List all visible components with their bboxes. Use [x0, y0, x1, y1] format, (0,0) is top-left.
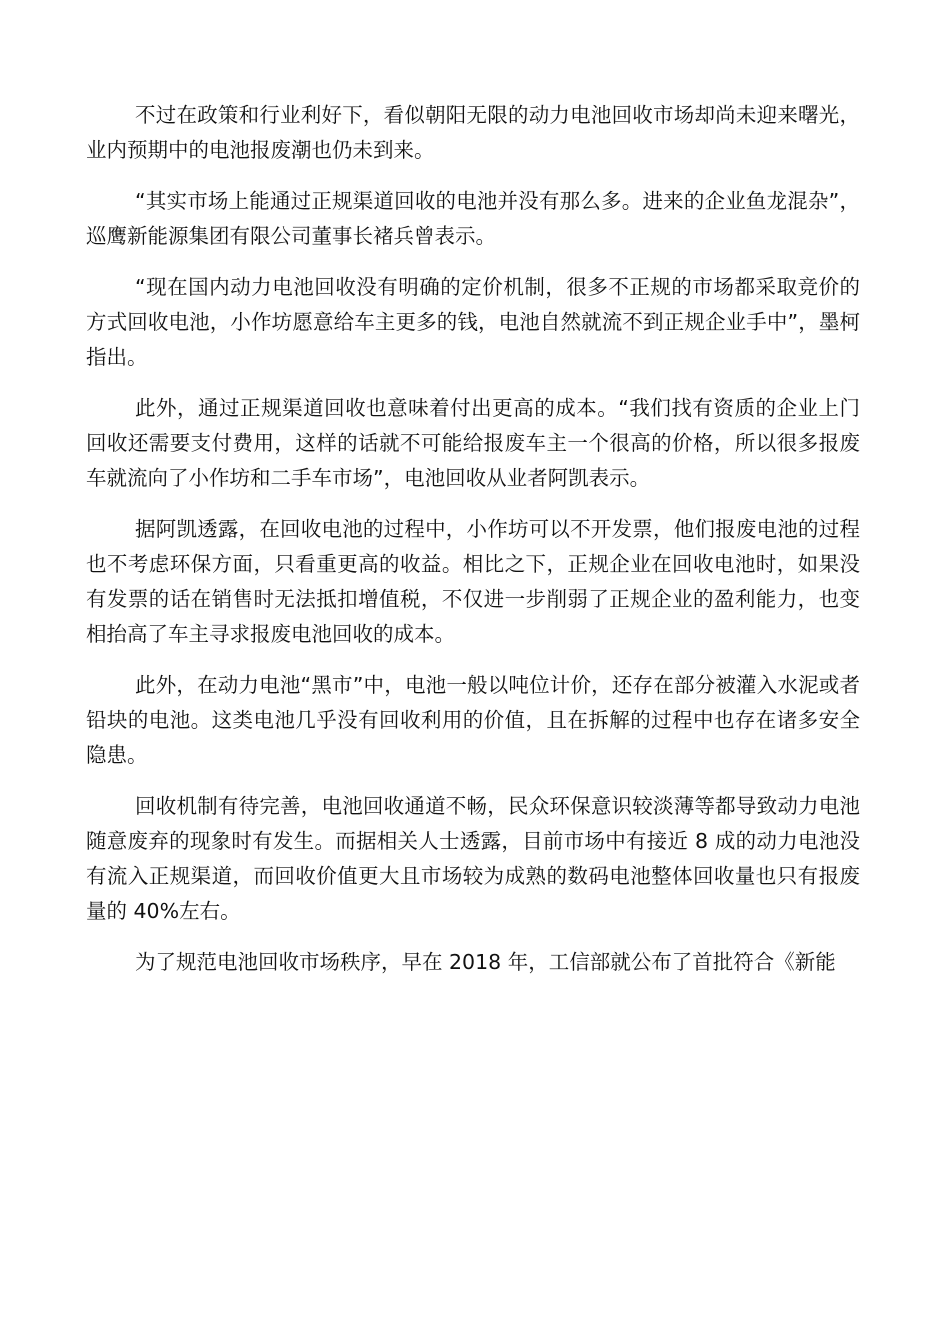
paragraph-7: 回收机制有待完善，电池回收通道不畅，民众环保意识较淡薄等都导致动力电池随意废弃的现象时有发生。而据相关人士透露，目前市场中有接近 8 成的动力电池没有流入正规渠道，而回收价值更大且市场较为成熟的数码电池整体回收量也只有报废量的 40%左右。 [86, 794, 860, 923]
paragraph-4: 此外，通过正规渠道回收也意味着付出更高的成本。“我们找有资质的企业上门回收还需要支付费用，这样的话就不可能给报废车主一个很高的价格，所以很多报废车就流向了小作坊和二手车市场”，电池回收从业者阿凯表示。 [86, 396, 860, 490]
paragraph-6: 此外，在动力电池“黑市”中，电池一般以吨位计价，还存在部分被灌入水泥或者铅块的电池。这类电池几乎没有回收利用的价值，且在拆解的过程中也存在诸多安全隐患。 [86, 673, 860, 767]
paragraph-5: 据阿凯透露，在回收电池的过程中，小作坊可以不开发票，他们报废电池的过程也不考虑环保方面，只看重更高的收益。相比之下，正规企业在回收电池时，如果没有发票的话在销售时无法抵扣增值税，不仅进一步削弱了正规企业的盈利能力，也变相抬高了车主寻求报废电池回收的成本。 [86, 517, 860, 646]
paragraph-1: 不过在政策和行业利好下，看似朝阳无限的动力电池回收市场却尚未迎来曙光，业内预期中的电池报废潮也仍未到来。 [86, 103, 860, 162]
paragraph-8: 为了规范电池回收市场秩序，早在 2018 年，工信部就公布了首批符合《新能 [135, 950, 836, 974]
article-body [86, 98, 860, 996]
paragraph-2: “其实市场上能通过正规渠道回收的电池并没有那么多。进来的企业鱼龙混杂”，巡鹰新能源集团有限公司董事长褚兵曾表示。 [86, 189, 860, 248]
paragraph-3: “现在国内动力电池回收没有明确的定价机制，很多不正规的市场都采取竞价的方式回收电池，小作坊愿意给车主更多的钱，电池自然就流不到正规企业手中”，墨柯指出。 [86, 275, 860, 369]
